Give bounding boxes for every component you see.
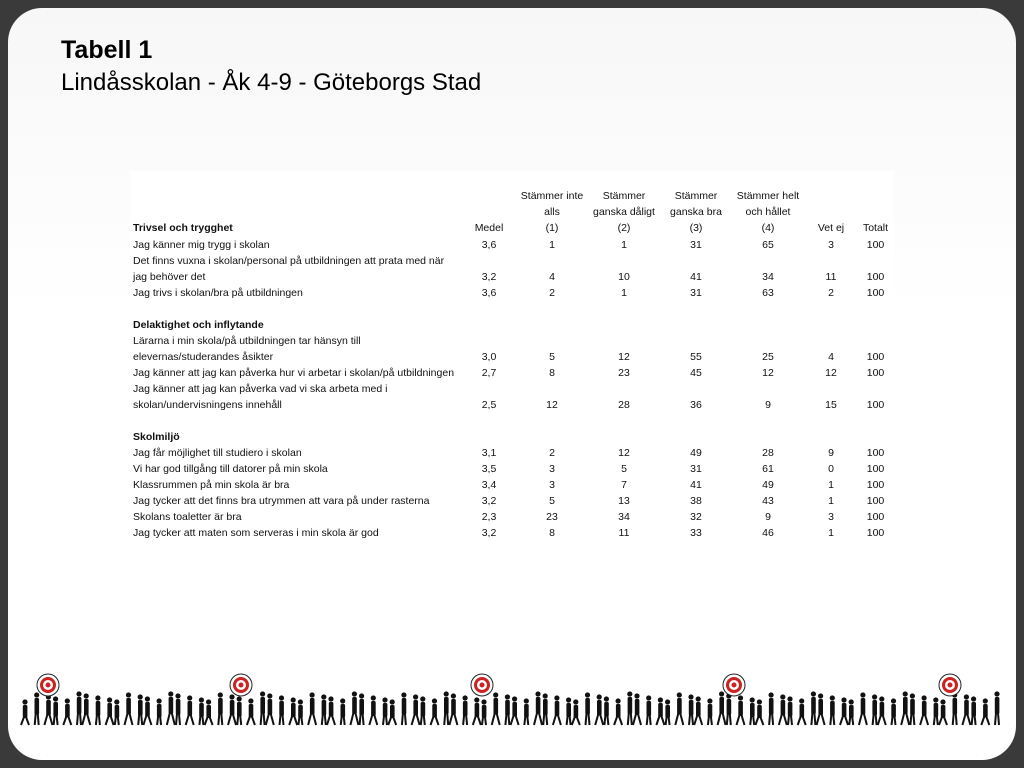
cell-value: 65: [762, 239, 774, 251]
walker-silhouette: [237, 696, 242, 725]
cell-value: 1: [549, 239, 555, 251]
walker-silhouette: [755, 699, 763, 725]
row-label: Jag tycker att det finns bra utrymmen att vara på under rasterna: [133, 495, 430, 507]
cell-value: 55: [690, 351, 702, 363]
cell-value: 34: [618, 511, 630, 523]
cell-value: 12: [825, 367, 837, 379]
walker-silhouette: [726, 693, 731, 725]
walker-silhouette: [492, 692, 500, 725]
table-row: [130, 509, 894, 525]
target-icon: [37, 674, 59, 696]
column-header: [517, 171, 587, 237]
cell-value: 4: [549, 271, 555, 283]
cell-value: 11: [825, 271, 837, 283]
cell-value: 3,6: [481, 239, 497, 251]
cell-value: 8: [549, 367, 555, 379]
target-icon: [230, 674, 252, 696]
cell-value: 100: [866, 527, 885, 539]
section-heading: Skolmiljö: [133, 431, 180, 443]
cell-value: 3,1: [481, 447, 497, 459]
cell-value: 1: [621, 239, 627, 251]
cell-value: 12: [762, 367, 774, 379]
walker-silhouette: [463, 695, 468, 725]
column-header: [805, 171, 857, 237]
walker-silhouette: [431, 698, 439, 725]
row-label: Skolans toaletter är bra: [133, 511, 242, 523]
walker-silhouette: [939, 699, 947, 725]
results-table-container: [130, 171, 894, 609]
walker-silhouette: [186, 695, 194, 725]
cell-value: 100: [866, 479, 885, 491]
walker-silhouette: [798, 698, 806, 725]
walker-silhouette: [534, 691, 542, 725]
column-header-line: Vet ej: [817, 222, 845, 234]
cell-value: 33: [690, 527, 702, 539]
row-label: Jag får möjlighet till studiero i skolan: [133, 447, 302, 459]
walker-silhouette: [298, 699, 303, 725]
walker-silhouette: [750, 697, 755, 725]
walker-silhouette: [981, 698, 989, 725]
row-label: Jag tycker att maten som serveras i min skola är god: [133, 527, 379, 539]
cell-value: 3,2: [481, 495, 497, 507]
walker-silhouette: [872, 694, 877, 725]
walking-people-footer-graphic: [8, 663, 1016, 743]
section-heading: Delaktighet och inflytande: [133, 319, 264, 331]
table-header-row: [130, 171, 894, 237]
cell-value: 31: [690, 239, 702, 251]
walker-silhouette: [157, 698, 162, 725]
walker-silhouette: [627, 691, 632, 725]
table-row: [130, 525, 894, 541]
target-icon: [471, 674, 493, 696]
cell-value: 9: [765, 399, 771, 411]
walker-silhouette: [44, 694, 52, 725]
walker-silhouette: [962, 694, 970, 725]
walker-silhouette: [566, 697, 571, 725]
results-table-body: [130, 171, 894, 541]
cell-value: 2,7: [481, 367, 497, 379]
walker-silhouette: [572, 699, 580, 725]
cell-value: 5: [549, 351, 555, 363]
cell-value: 0: [828, 463, 834, 475]
cell-value: 1: [828, 479, 834, 491]
cell-value: 100: [866, 399, 885, 411]
cell-value: 34: [762, 271, 774, 283]
cell-value: 1: [828, 495, 834, 507]
row-label: Jag känner att jag kan påverka vad vi ska arbeta med i skolan/undervisningens innehåll: [133, 383, 388, 411]
walker-silhouette: [82, 693, 90, 725]
walker-silhouette: [388, 699, 396, 725]
walker-silhouette: [420, 696, 425, 725]
cell-value: 8: [549, 527, 555, 539]
cell-value: 13: [618, 495, 630, 507]
cell-value: 38: [690, 495, 702, 507]
cell-value: 23: [546, 511, 558, 523]
column-header-line: ganska dåligt: [593, 206, 655, 218]
walker-silhouette: [830, 695, 835, 725]
column-header-line: Stämmer inte: [520, 190, 584, 202]
column-header: [731, 171, 805, 237]
cell-value: 45: [690, 367, 702, 379]
column-header-line: (1): [545, 222, 559, 234]
cell-value: 100: [866, 351, 885, 363]
slide-subtitle: Lindåsskolan - Åk 4-9 - Göteborgs Stad: [61, 69, 482, 96]
walker-silhouette: [665, 699, 670, 725]
column-header-line: Totalt: [862, 222, 889, 234]
walker-silhouette: [779, 694, 787, 725]
walker-silhouette: [321, 694, 326, 725]
column-header-line: och hållet: [745, 206, 791, 218]
walker-silhouette: [106, 697, 114, 725]
walker-silhouette: [279, 695, 284, 725]
cell-value: 1: [621, 287, 627, 299]
results-table: [130, 171, 894, 541]
cell-value: 3: [828, 239, 834, 251]
cell-value: 63: [762, 287, 774, 299]
cell-value: 3,5: [481, 463, 497, 475]
cell-value: 2,3: [481, 511, 497, 523]
section-heading: Trivsel och trygghet: [133, 222, 233, 234]
walker-silhouette: [787, 696, 792, 725]
target-icon: [939, 674, 961, 696]
cell-value: 100: [866, 463, 885, 475]
row-label: Jag trivs i skolan/bra på utbildningen: [133, 287, 303, 299]
walker-silhouette: [369, 695, 377, 725]
cell-value: 9: [828, 447, 834, 459]
walker-silhouette: [401, 692, 406, 725]
column-header-line: Stämmer: [674, 190, 718, 202]
walker-silhouette: [167, 691, 175, 725]
cell-value: 41: [690, 479, 702, 491]
slide-title: Tabell 1: [61, 36, 153, 64]
walker-silhouette: [138, 694, 143, 725]
walker-silhouette: [199, 697, 204, 725]
row-label: Det finns vuxna i skolan/personal på utbildningen att prata med när jag behöver det: [133, 255, 445, 283]
table-row: [130, 445, 894, 461]
walker-silhouette: [891, 698, 896, 725]
walker-silhouette: [585, 692, 590, 725]
walker-silhouette: [218, 692, 223, 725]
cell-value: 49: [762, 479, 774, 491]
column-header: [587, 171, 661, 237]
walker-silhouette: [114, 699, 119, 725]
walker-silhouette: [327, 696, 335, 725]
cell-value: 28: [762, 447, 774, 459]
cell-value: 10: [618, 271, 630, 283]
cell-value: 23: [618, 367, 630, 379]
walker-silhouette: [524, 698, 529, 725]
row-label: Lärarna i min skola/på utbildningen tar hänsyn till elevernas/studerandes åsikter: [133, 335, 361, 363]
cell-value: 36: [690, 399, 702, 411]
table-row: [130, 381, 894, 413]
cell-value: 3: [549, 479, 555, 491]
walker-silhouette: [53, 696, 58, 725]
walker-silhouette: [449, 693, 457, 725]
column-header-line: Medel: [474, 222, 504, 234]
cell-value: 3,0: [481, 351, 497, 363]
walker-silhouette: [769, 692, 774, 725]
walker-silhouette: [646, 695, 651, 725]
walker-silhouette: [481, 699, 486, 725]
walker-silhouette: [901, 691, 909, 725]
table-row: [130, 461, 894, 477]
walker-silhouette: [633, 693, 641, 725]
walker-silhouette: [656, 697, 664, 725]
walker-silhouette: [63, 698, 71, 725]
walker-silhouette: [543, 693, 548, 725]
cell-value: 2: [549, 447, 555, 459]
walker-silhouette: [260, 691, 265, 725]
cell-value: 25: [762, 351, 774, 363]
walker-silhouette: [95, 695, 100, 725]
walker-silhouette: [266, 693, 274, 725]
cell-value: 2: [549, 287, 555, 299]
walker-silhouette: [308, 692, 316, 725]
walker-silhouette: [859, 692, 867, 725]
cell-value: 4: [828, 351, 834, 363]
walker-silhouette: [143, 696, 151, 725]
walker-silhouette: [289, 697, 297, 725]
walker-silhouette: [76, 691, 81, 725]
walker-silhouette: [817, 693, 825, 725]
cell-value: 100: [866, 367, 885, 379]
walker-silhouette: [952, 692, 957, 725]
walker-silhouette: [511, 696, 519, 725]
section-heading-row: [130, 413, 894, 445]
column-header: [857, 171, 894, 237]
walker-silhouette: [878, 696, 886, 725]
cell-value: 49: [690, 447, 702, 459]
walker-silhouette: [553, 695, 561, 725]
table-row: [130, 253, 894, 285]
cell-value: 32: [690, 511, 702, 523]
cell-value: 100: [866, 447, 885, 459]
table-row: [130, 237, 894, 253]
walker-silhouette: [205, 699, 213, 725]
walker-silhouette: [125, 692, 133, 725]
cell-value: 31: [690, 287, 702, 299]
cell-value: 100: [866, 239, 885, 251]
walker-silhouette: [971, 696, 976, 725]
cell-value: 31: [690, 463, 702, 475]
walker-silhouette: [933, 697, 938, 725]
table-row: [130, 493, 894, 509]
column-header-line: ganska bra: [670, 206, 722, 218]
row-label: Jag känner mig trygg i skolan: [133, 239, 270, 251]
walker-silhouette: [505, 694, 510, 725]
column-header-line: Stämmer: [602, 190, 646, 202]
cell-value: 12: [618, 447, 630, 459]
cell-value: 3,2: [481, 527, 497, 539]
walker-silhouette: [614, 698, 622, 725]
column-header-line: (2): [617, 222, 631, 234]
cell-value: 100: [866, 511, 885, 523]
cell-value: 12: [618, 351, 630, 363]
column-header-line: alls: [544, 206, 560, 218]
walker-silhouette: [595, 694, 603, 725]
cell-value: 11: [618, 527, 630, 539]
walker-silhouette: [175, 693, 180, 725]
cell-value: 3: [549, 463, 555, 475]
walker-silhouette: [840, 697, 848, 725]
section-heading-row: [130, 301, 894, 333]
cell-value: 1: [828, 527, 834, 539]
walker-silhouette: [707, 698, 712, 725]
slide: [8, 8, 1016, 760]
walker-silhouette: [359, 693, 364, 725]
cell-value: 5: [621, 463, 627, 475]
row-label: Vi har god tillgång till datorer på min skola: [133, 463, 328, 475]
cell-value: 3,2: [481, 271, 497, 283]
walker-silhouette: [737, 695, 745, 725]
cell-value: 2: [828, 287, 834, 299]
cell-value: 41: [690, 271, 702, 283]
cell-value: 100: [866, 287, 885, 299]
column-header: [461, 171, 517, 237]
walker-silhouette: [228, 694, 236, 725]
walker-silhouette: [604, 696, 609, 725]
column-header: [661, 171, 731, 237]
walker-silhouette: [34, 692, 39, 725]
walker-silhouette: [849, 699, 854, 725]
cell-value: 61: [762, 463, 774, 475]
walker-silhouette: [675, 692, 683, 725]
walker-silhouette: [412, 694, 420, 725]
cell-value: 9: [765, 511, 771, 523]
column-header-line: (4): [761, 222, 775, 234]
walker-silhouette: [718, 691, 726, 725]
cell-value: 46: [762, 527, 774, 539]
cell-value: 3,4: [481, 479, 497, 491]
walker-silhouette: [811, 691, 816, 725]
walker-silhouette: [694, 696, 702, 725]
walker-silhouette: [688, 694, 693, 725]
table-row: [130, 333, 894, 365]
table-row: [130, 477, 894, 493]
cell-value: 2,5: [481, 399, 497, 411]
walker-silhouette: [21, 699, 29, 725]
cell-value: 7: [621, 479, 627, 491]
target-icon: [723, 674, 745, 696]
row-label: Jag känner att jag kan påverka hur vi arbetar i skolan/på utbildningen: [133, 367, 455, 379]
walker-silhouette: [444, 691, 449, 725]
walker-silhouette: [350, 691, 358, 725]
cell-value: 100: [866, 495, 885, 507]
walker-silhouette: [910, 693, 915, 725]
walker-silhouette: [247, 698, 255, 725]
column-header-line: (3): [689, 222, 703, 234]
cell-value: 100: [866, 271, 885, 283]
walker-silhouette: [473, 697, 481, 725]
walker-silhouette: [920, 695, 928, 725]
walker-silhouette: [382, 697, 387, 725]
table-row: [130, 365, 894, 381]
cell-value: 5: [549, 495, 555, 507]
walker-silhouette: [340, 698, 345, 725]
column-header-line: Stämmer helt: [736, 190, 800, 202]
table-row: [130, 285, 894, 301]
walker-silhouette: [994, 691, 999, 725]
cell-value: 15: [825, 399, 837, 411]
cell-value: 3: [828, 511, 834, 523]
cell-value: 28: [618, 399, 630, 411]
cell-value: 12: [546, 399, 558, 411]
cell-value: 43: [762, 495, 774, 507]
row-label: Klassrummen på min skola är bra: [133, 479, 290, 491]
cell-value: 3,6: [481, 287, 497, 299]
